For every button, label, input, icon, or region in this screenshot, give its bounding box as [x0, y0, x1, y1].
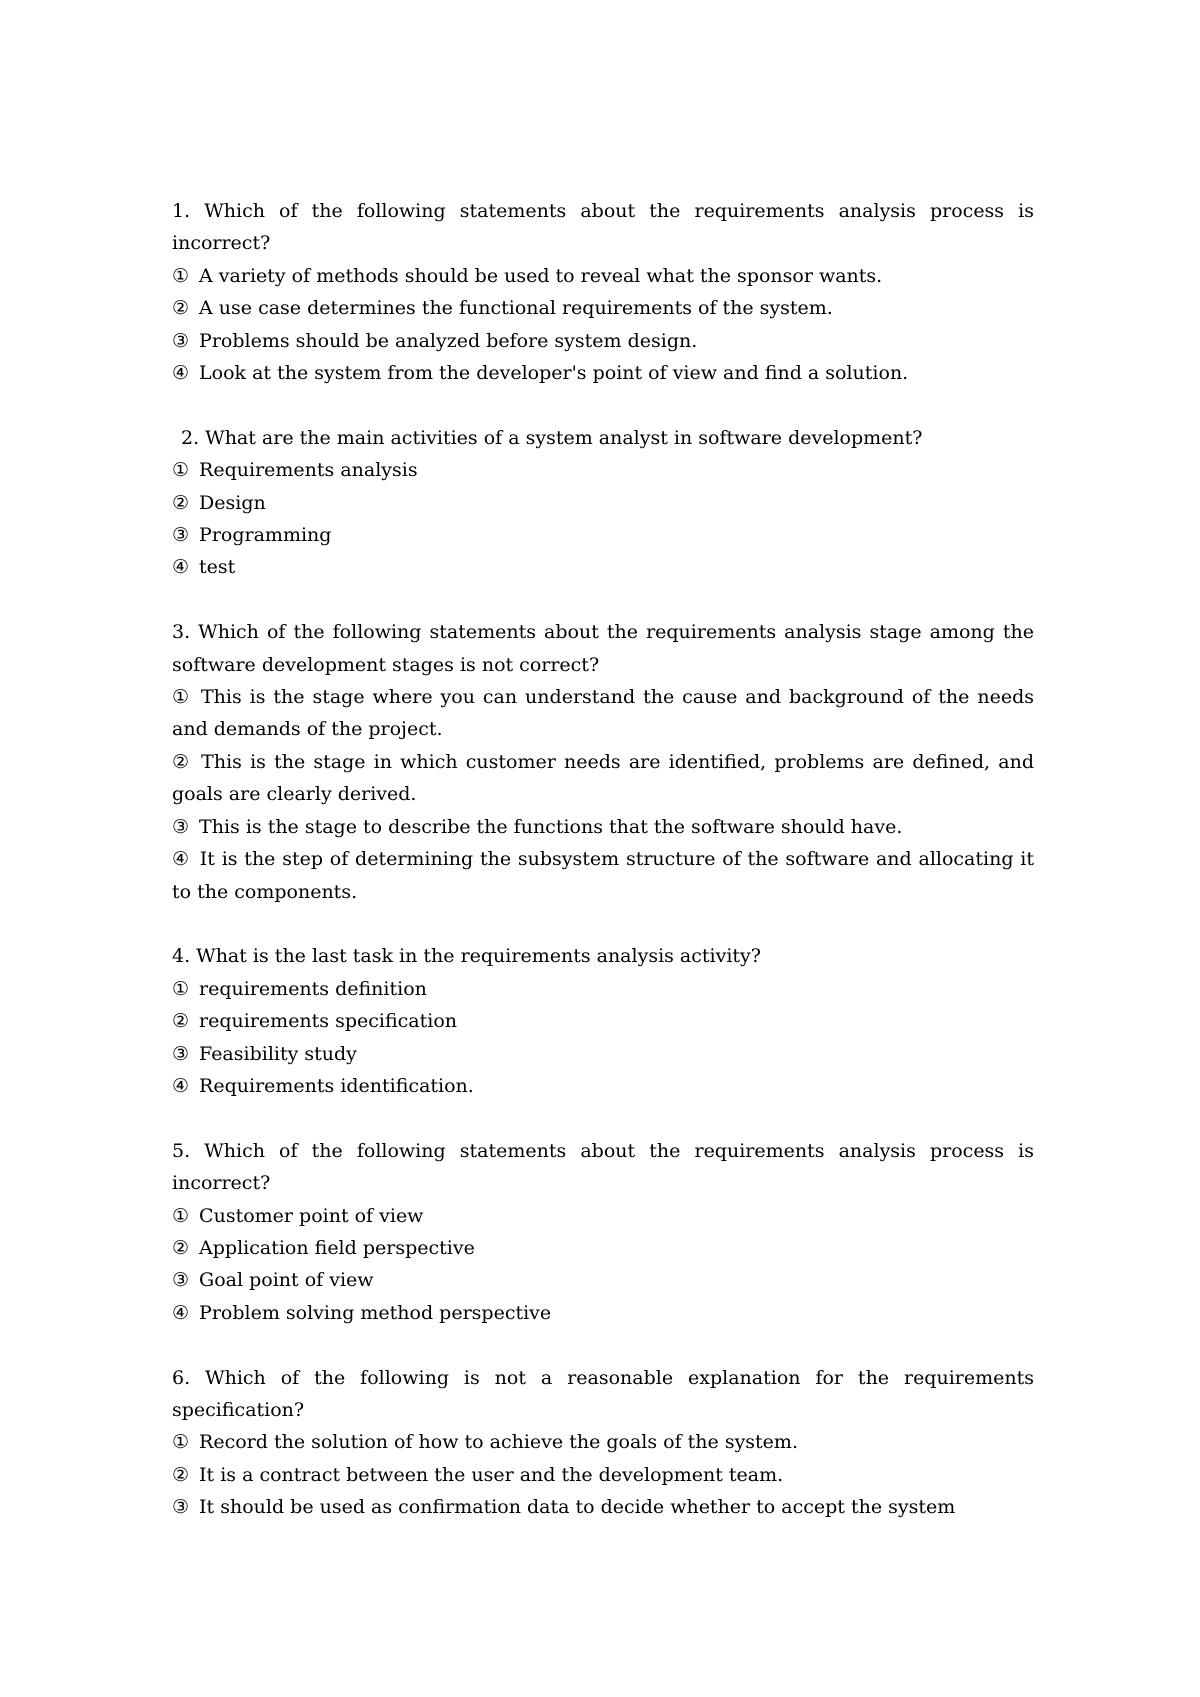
option-4	[172, 357, 1034, 389]
option-number: ②	[172, 297, 190, 320]
option-2	[172, 1005, 1034, 1037]
option-2	[172, 487, 1034, 519]
option-text: Programming	[199, 524, 332, 547]
option-number: ①	[172, 264, 190, 287]
question-1	[172, 195, 1034, 389]
option-number: ③	[172, 1496, 190, 1519]
option-4	[172, 1070, 1034, 1102]
option-number: ③	[172, 815, 190, 838]
option-3	[172, 1491, 1034, 1523]
question-2	[172, 422, 1034, 584]
option-text: It is the step of determining the subsystem structure of the software and allocating it to the components.	[172, 848, 1034, 903]
option-3	[172, 325, 1034, 357]
option-4	[172, 1297, 1034, 1329]
option-1	[172, 1426, 1034, 1458]
option-3	[172, 1038, 1034, 1070]
option-text: This is the stage in which customer needs are identified, problems are defined, and goals are clearly derived.	[172, 750, 1034, 806]
option-text: It is a contract between the user and the development team.	[199, 1463, 784, 1486]
option-number: ④	[172, 1301, 190, 1324]
option-1	[172, 973, 1034, 1005]
option-number: ①	[172, 686, 191, 709]
question-list	[172, 195, 1034, 1524]
question-6	[172, 1362, 1034, 1524]
option-1	[172, 260, 1034, 292]
option-text: Problem solving method perspective	[199, 1301, 552, 1324]
option-number: ④	[172, 362, 190, 385]
option-number: ③	[172, 524, 190, 547]
question-stem: 4. What is the last task in the requirements analysis activity?	[172, 945, 761, 968]
option-number: ④	[172, 556, 190, 579]
option-number: ②	[172, 1010, 190, 1033]
question-5	[172, 1135, 1034, 1329]
option-text: Look at the system from the developer's point of view and find a solution.	[199, 362, 909, 385]
option-text: A use case determines the functional requirements of the system.	[199, 297, 833, 320]
option-1	[172, 1200, 1034, 1232]
option-number: ①	[172, 1431, 190, 1454]
option-number: ③	[172, 329, 190, 352]
question-stem: 2. What are the main activities of a system analyst in software development?	[181, 426, 923, 449]
option-number: ②	[172, 750, 192, 773]
option-2	[172, 746, 1034, 811]
option-number: ①	[172, 1204, 190, 1227]
option-2	[172, 1459, 1034, 1491]
question-3	[172, 616, 1034, 908]
option-2	[172, 1232, 1034, 1264]
option-number: ②	[172, 1236, 190, 1259]
option-text: requirements specification	[199, 1010, 458, 1033]
option-3	[172, 1264, 1034, 1296]
option-text: This is the stage where you can understand the cause and background of the needs and demands of the project.	[172, 686, 1034, 741]
question-stem: 1. Which of the following statements about the requirements analysis process is incorrect?	[172, 200, 1034, 255]
option-text: A variety of methods should be used to reveal what the sponsor wants.	[199, 264, 883, 287]
option-text: requirements definition	[199, 977, 427, 1000]
option-2	[172, 292, 1034, 324]
option-text: Application field perspective	[199, 1236, 475, 1259]
option-text: Requirements analysis	[199, 459, 418, 482]
option-text: test	[199, 556, 236, 579]
question-stem: 3. Which of the following statements about the requirements analysis stage among the software development stages is not correct?	[172, 621, 1034, 676]
option-4	[172, 843, 1034, 908]
option-3	[172, 519, 1034, 551]
option-number: ②	[172, 1463, 190, 1486]
option-number: ②	[172, 491, 190, 514]
option-text: Feasibility study	[199, 1042, 357, 1065]
option-number: ①	[172, 459, 190, 482]
option-number: ③	[172, 1042, 190, 1065]
option-text: Design	[199, 491, 266, 514]
option-4	[172, 551, 1034, 583]
question-4	[172, 940, 1034, 1102]
option-text: Record the solution of how to achieve the goals of the system.	[199, 1431, 798, 1454]
option-text: Customer point of view	[199, 1204, 424, 1227]
question-stem: 5. Which of the following statements about the requirements analysis process is incorrect?	[172, 1139, 1034, 1195]
option-1	[172, 454, 1034, 486]
question-stem: 6. Which of the following is not a reasonable explanation for the requirements specification?	[172, 1366, 1034, 1421]
option-number: ④	[172, 1074, 190, 1097]
option-text: Goal point of view	[199, 1269, 374, 1292]
option-text: It should be used as confirmation data to decide whether to accept the system	[199, 1496, 956, 1519]
option-text: Requirements identification.	[199, 1074, 474, 1097]
option-3	[172, 811, 1034, 843]
option-text: This is the stage to describe the functions that the software should have.	[199, 815, 903, 838]
option-number: ③	[172, 1269, 190, 1292]
option-text: Problems should be analyzed before system design.	[199, 329, 698, 352]
option-number: ①	[172, 977, 190, 1000]
option-number: ④	[172, 848, 190, 871]
option-1	[172, 681, 1034, 746]
